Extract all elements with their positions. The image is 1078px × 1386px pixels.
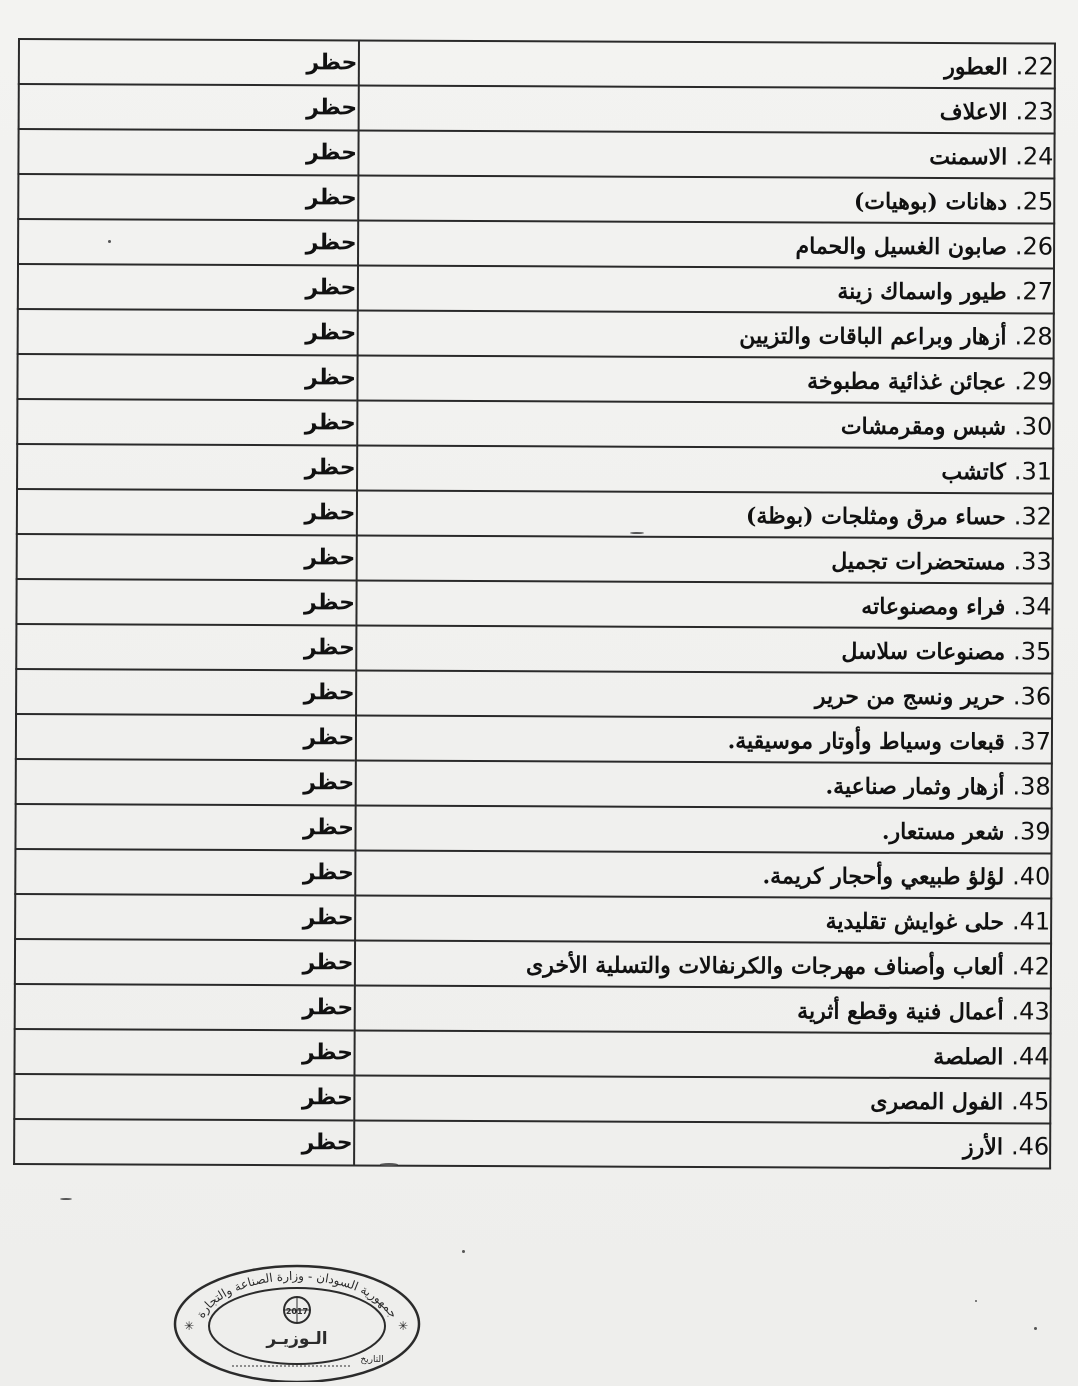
table-row bbox=[16, 714, 1052, 764]
item-name: مستحضرات تجميل bbox=[831, 548, 1006, 575]
ink-speck bbox=[630, 532, 644, 534]
item-number: .34 bbox=[1013, 591, 1052, 621]
item-number: .46 bbox=[1010, 1131, 1050, 1161]
item-number: .35 bbox=[1013, 636, 1052, 666]
item-number: .29 bbox=[1014, 366, 1053, 396]
item-name: حلى غوايش تقليدية bbox=[825, 908, 1005, 935]
item-cell bbox=[358, 40, 1055, 88]
item-number: .37 bbox=[1012, 726, 1052, 756]
table-row bbox=[16, 624, 1052, 674]
item-number: .42 bbox=[1011, 951, 1051, 981]
item-number: .40 bbox=[1012, 861, 1051, 891]
table-row bbox=[17, 399, 1053, 449]
status-cell: حظر bbox=[18, 309, 358, 355]
item-name: شبس ومقرمشات bbox=[840, 413, 1007, 440]
item-cell bbox=[357, 400, 1054, 448]
item-cell bbox=[355, 850, 1052, 898]
table-row bbox=[17, 444, 1053, 494]
status-cell: حظر bbox=[15, 849, 355, 895]
item-cell bbox=[354, 1120, 1051, 1168]
item-cell bbox=[358, 85, 1055, 133]
item-number: .25 bbox=[1015, 186, 1054, 216]
item-name: شعر مستعار. bbox=[881, 818, 1005, 845]
item-name: ألعاب وأصناف مهرجات والكرنفالات والتسلية الأخرى bbox=[525, 951, 1004, 980]
status-cell: حظر bbox=[16, 669, 356, 715]
table-row bbox=[16, 579, 1052, 629]
ink-speck bbox=[108, 240, 111, 243]
table-row bbox=[15, 804, 1051, 854]
item-name: الفول المصرى bbox=[870, 1088, 1004, 1115]
item-cell bbox=[358, 175, 1055, 223]
table-row bbox=[14, 1074, 1050, 1124]
status-cell: حظر bbox=[14, 1119, 354, 1165]
table-row bbox=[16, 669, 1052, 719]
status-cell: حظر bbox=[17, 489, 357, 535]
item-name: دهانات (بوهيات) bbox=[853, 188, 1008, 215]
item-number: .28 bbox=[1014, 321, 1053, 351]
status-cell: حظر bbox=[16, 759, 356, 805]
item-name: صابون الغسيل والحمام bbox=[795, 232, 1007, 260]
item-name: حرير ونسج من حرير bbox=[814, 682, 1006, 710]
item-name: حساء مرق ومثلجات (بوظة) bbox=[745, 502, 1006, 530]
table-row bbox=[14, 1029, 1050, 1079]
status-cell: حظر bbox=[17, 354, 357, 400]
item-cell bbox=[355, 895, 1052, 943]
item-number: .44 bbox=[1011, 1041, 1050, 1071]
item-number: .22 bbox=[1015, 51, 1054, 81]
item-number: .39 bbox=[1012, 816, 1051, 846]
item-cell bbox=[355, 760, 1052, 808]
item-cell bbox=[356, 535, 1053, 583]
item-cell bbox=[356, 580, 1053, 628]
status-cell: حظر bbox=[14, 1074, 354, 1120]
table-row bbox=[17, 534, 1053, 584]
item-number: .38 bbox=[1012, 771, 1051, 801]
status-cell: حظر bbox=[18, 174, 358, 220]
ink-speck bbox=[975, 1300, 977, 1302]
status-cell: حظر bbox=[14, 1029, 354, 1075]
status-cell: حظر bbox=[19, 84, 359, 130]
item-number: .33 bbox=[1013, 546, 1052, 576]
item-name: قبعات وسياط وأوتار موسيقية. bbox=[727, 727, 1005, 755]
item-name: العطور bbox=[944, 53, 1008, 80]
items-table bbox=[13, 38, 1056, 1170]
status-cell: حظر bbox=[17, 534, 357, 580]
stamp-center-text: الـوزيـر bbox=[266, 1329, 328, 1349]
table-row bbox=[18, 219, 1054, 269]
item-name: كاتشب bbox=[941, 458, 1007, 485]
item-number: .23 bbox=[1015, 96, 1054, 126]
item-cell bbox=[357, 310, 1054, 358]
item-name: أزهار وثمار صناعية. bbox=[825, 773, 1005, 800]
status-cell: حظر bbox=[16, 579, 356, 625]
item-number: .26 bbox=[1014, 231, 1054, 261]
item-cell bbox=[357, 265, 1054, 313]
status-cell: حظر bbox=[16, 624, 356, 670]
table-row bbox=[17, 354, 1053, 404]
item-number: .32 bbox=[1013, 501, 1052, 531]
table-row bbox=[18, 309, 1054, 359]
item-number: .41 bbox=[1011, 906, 1051, 936]
item-name: الصلصة bbox=[933, 1043, 1004, 1070]
status-cell: حظر bbox=[15, 984, 355, 1030]
item-number: .43 bbox=[1011, 996, 1050, 1026]
item-name: أعمال فنية وقطع أثرية bbox=[797, 997, 1004, 1025]
status-cell: حظر bbox=[15, 804, 355, 850]
ink-speck bbox=[60, 1198, 72, 1200]
ink-speck bbox=[1034, 1327, 1037, 1330]
item-cell bbox=[355, 805, 1052, 853]
status-cell: حظر bbox=[18, 129, 358, 175]
item-name: أزهار وبراعم الباقات والتزيين bbox=[739, 322, 1007, 350]
item-cell bbox=[354, 1075, 1051, 1123]
table-row bbox=[14, 1119, 1050, 1169]
stamp-date-label: التاريخ bbox=[360, 1355, 384, 1365]
item-number: .45 bbox=[1011, 1086, 1050, 1116]
ministry-stamp bbox=[172, 1262, 422, 1382]
item-name: الاعلاف bbox=[939, 98, 1008, 125]
table-row bbox=[19, 84, 1055, 134]
item-name: فراء ومصنوعاته bbox=[861, 593, 1006, 620]
status-cell: حظر bbox=[18, 219, 358, 265]
item-number: .24 bbox=[1015, 141, 1054, 171]
table-row bbox=[18, 129, 1054, 179]
item-name: مصنوعات سلاسل bbox=[841, 638, 1006, 665]
table-row bbox=[15, 984, 1051, 1034]
item-number: .30 bbox=[1014, 411, 1053, 441]
item-number: .27 bbox=[1014, 276, 1053, 306]
item-cell bbox=[357, 355, 1054, 403]
stamp-outer-text: جمهورية السودان - وزارة الصناعة والتجارة bbox=[193, 1268, 401, 1321]
item-cell bbox=[358, 130, 1055, 178]
item-cell bbox=[354, 940, 1051, 988]
items-table-body bbox=[14, 39, 1055, 1169]
item-number: .36 bbox=[1012, 681, 1052, 711]
status-cell: حظر bbox=[18, 264, 358, 310]
status-cell: حظر bbox=[19, 39, 359, 85]
item-cell bbox=[354, 1030, 1051, 1078]
item-cell bbox=[356, 490, 1053, 538]
table-row bbox=[16, 759, 1052, 809]
stamp-star-right-icon: ✳ bbox=[398, 1319, 409, 1333]
status-cell: حظر bbox=[17, 444, 357, 490]
item-number: .31 bbox=[1013, 456, 1053, 486]
table-row bbox=[18, 174, 1054, 224]
stamp-emblem-year: 2017 bbox=[285, 1307, 309, 1316]
stamp-star-left-icon: ✳ bbox=[184, 1319, 195, 1333]
table-row bbox=[18, 264, 1054, 314]
item-name: طيور واسماك زينة bbox=[837, 278, 1007, 305]
status-cell: حظر bbox=[15, 894, 355, 940]
item-cell bbox=[357, 445, 1054, 493]
status-cell: حظر bbox=[16, 714, 356, 760]
item-cell bbox=[358, 220, 1055, 268]
table-row bbox=[17, 489, 1053, 539]
item-cell bbox=[356, 670, 1053, 718]
table-row bbox=[19, 39, 1055, 89]
item-cell bbox=[354, 985, 1051, 1033]
item-name: الأرز bbox=[963, 1133, 1004, 1160]
ink-speck bbox=[462, 1250, 465, 1253]
table-row bbox=[15, 894, 1051, 944]
ink-speck bbox=[380, 1163, 398, 1166]
status-cell: حظر bbox=[15, 939, 355, 985]
item-cell bbox=[356, 625, 1053, 673]
item-cell bbox=[355, 715, 1052, 763]
table-row bbox=[15, 849, 1051, 899]
table-row bbox=[15, 939, 1051, 989]
item-name: عجائن غذائية مطبوخة bbox=[807, 367, 1007, 395]
item-name: لؤلؤ طبيعي وأحجار كريمة. bbox=[762, 862, 1005, 890]
status-cell: حظر bbox=[17, 399, 357, 445]
item-name: الاسمنت bbox=[929, 143, 1008, 170]
